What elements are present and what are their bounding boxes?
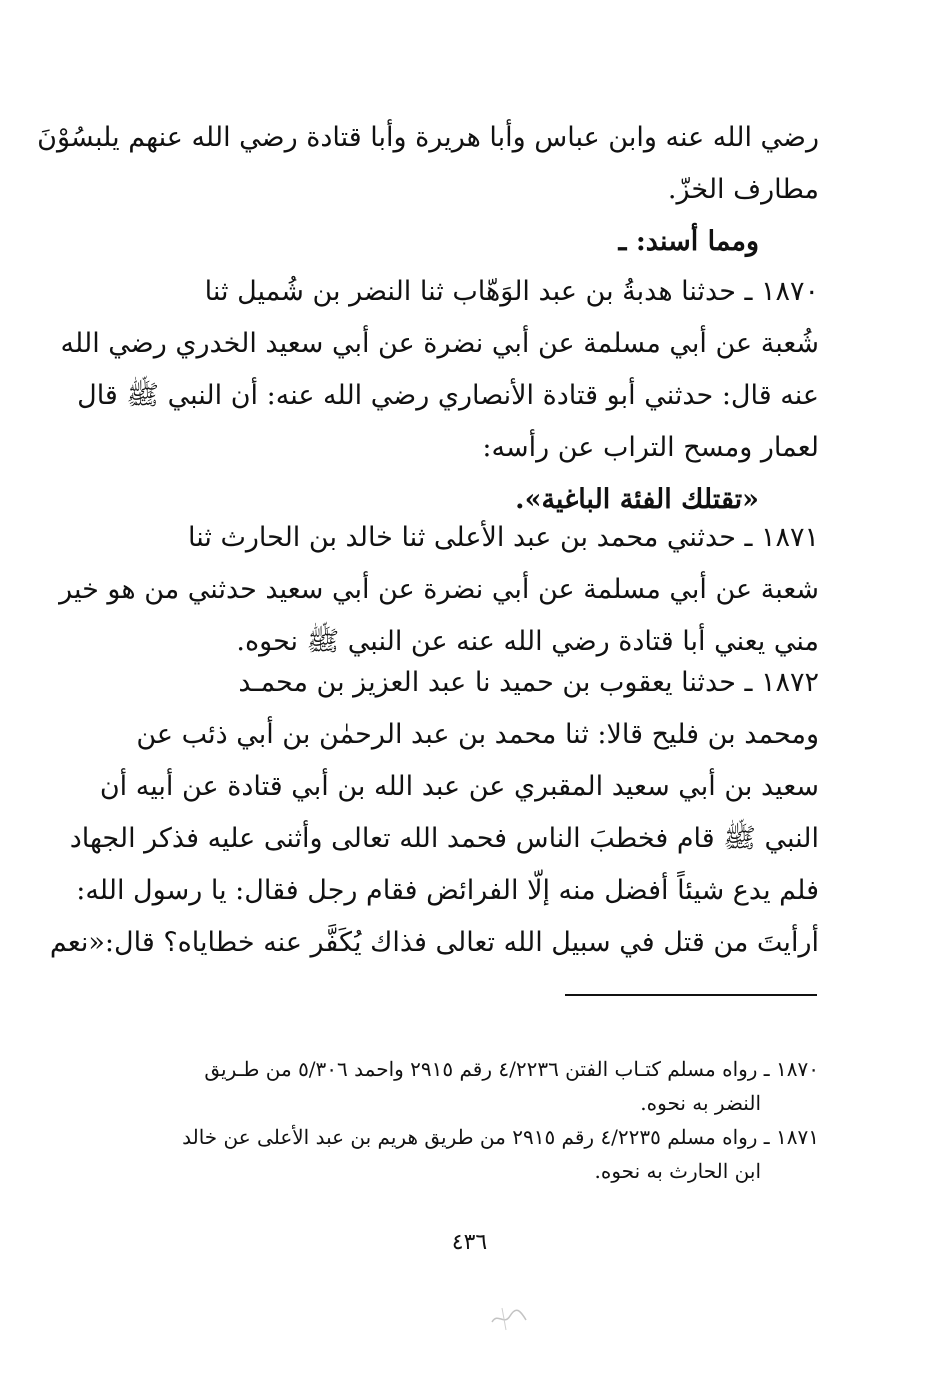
text-line: ١٨٧٢ ـ حدثنا يعقوب بن حميد نا عبد العزيز بن محمـد	[238, 667, 819, 698]
text-line: ١٨٧٠ ـ حدثنا هدبةُ بن عبد الوَهّاب ثنا النضر بن شُميل ثنا	[204, 276, 819, 307]
footnote-line: ١٨٧١ ـ رواه مسلم ٤/٢٢٣٥ رقم ٢٩١٥ من طريق هريم بن عبد الأعلى عن خالد	[182, 1125, 819, 1149]
hadith-1871	[59, 512, 819, 668]
text-line: ١٨٧١ ـ حدثني محمد بن عبد الأعلى ثنا خالد بن الحارث ثنا	[188, 522, 819, 553]
text-line: لعمار ومسح التراب عن رأسه:	[482, 432, 819, 463]
page-number: ٤٣٦	[451, 1230, 488, 1255]
text-line: رضي الله عنه وابن عباس وأبا هريرة وأبا قتادة رضي الله عنهم يلبسُوْنَ	[37, 122, 819, 153]
footnote-separator	[565, 994, 817, 996]
text-line: ومحمد بن فليح قالا: ثنا محمد بن عبد الرحمٰن بن أبي ذئب عن	[136, 719, 819, 750]
handwritten-mark	[488, 1300, 530, 1334]
footnotes	[119, 1052, 819, 1188]
text-line: سعيد بن أبي سعيد المقبري عن عبد الله بن أبي قتادة عن أبيه أن	[99, 771, 819, 802]
section-heading: ومما أسند: ـ	[618, 226, 759, 257]
hadith-quote: «تقتلك الفئة الباغية».	[515, 484, 759, 515]
hadith-1872	[49, 657, 819, 969]
intro-paragraph	[37, 112, 819, 268]
hadith-1870	[60, 266, 819, 526]
text-line: مني يعني أبا قتادة رضي الله عنه عن النبي ﷺ نحوه.	[236, 626, 819, 657]
footnote-line: النضر به نحوه.	[640, 1091, 761, 1115]
text-line: مطارف الخزّ.	[667, 174, 819, 205]
text-line: فلم يدع شيئاً أفضل منه إلّا الفرائض فقام رجل فقال: يا رسول الله:	[76, 875, 819, 906]
text-line: النبي ﷺ قام فخطبَ الناس فحمد الله تعالى وأثنى عليه فذكر الجهاد	[69, 823, 819, 854]
text-line: عنه قال: حدثني أبو قتادة الأنصاري رضي الله عنه: أن النبي ﷺ قال	[77, 380, 819, 411]
footnote-line: ١٨٧٠ ـ رواه مسلم كتـاب الفتن ٤/٢٢٣٦ رقم ٢٩١٥ واحمد ٥/٣٠٦ من طـريق	[204, 1057, 819, 1081]
footnote-line: ابن الحارث به نحوه.	[594, 1159, 761, 1183]
text-line: أرأيتَ من قتل في سبيل الله تعالى فذاك يُكَفَّر عنه خطاياه؟ قال:«نعم	[49, 927, 819, 958]
text-line: شُعبة عن أبي مسلمة عن أبي نضرة عن أبي سعيد الخدري رضي الله	[60, 328, 819, 359]
text-line: شعبة عن أبي مسلمة عن أبي نضرة عن أبي سعيد حدثني من هو خير	[59, 574, 819, 605]
